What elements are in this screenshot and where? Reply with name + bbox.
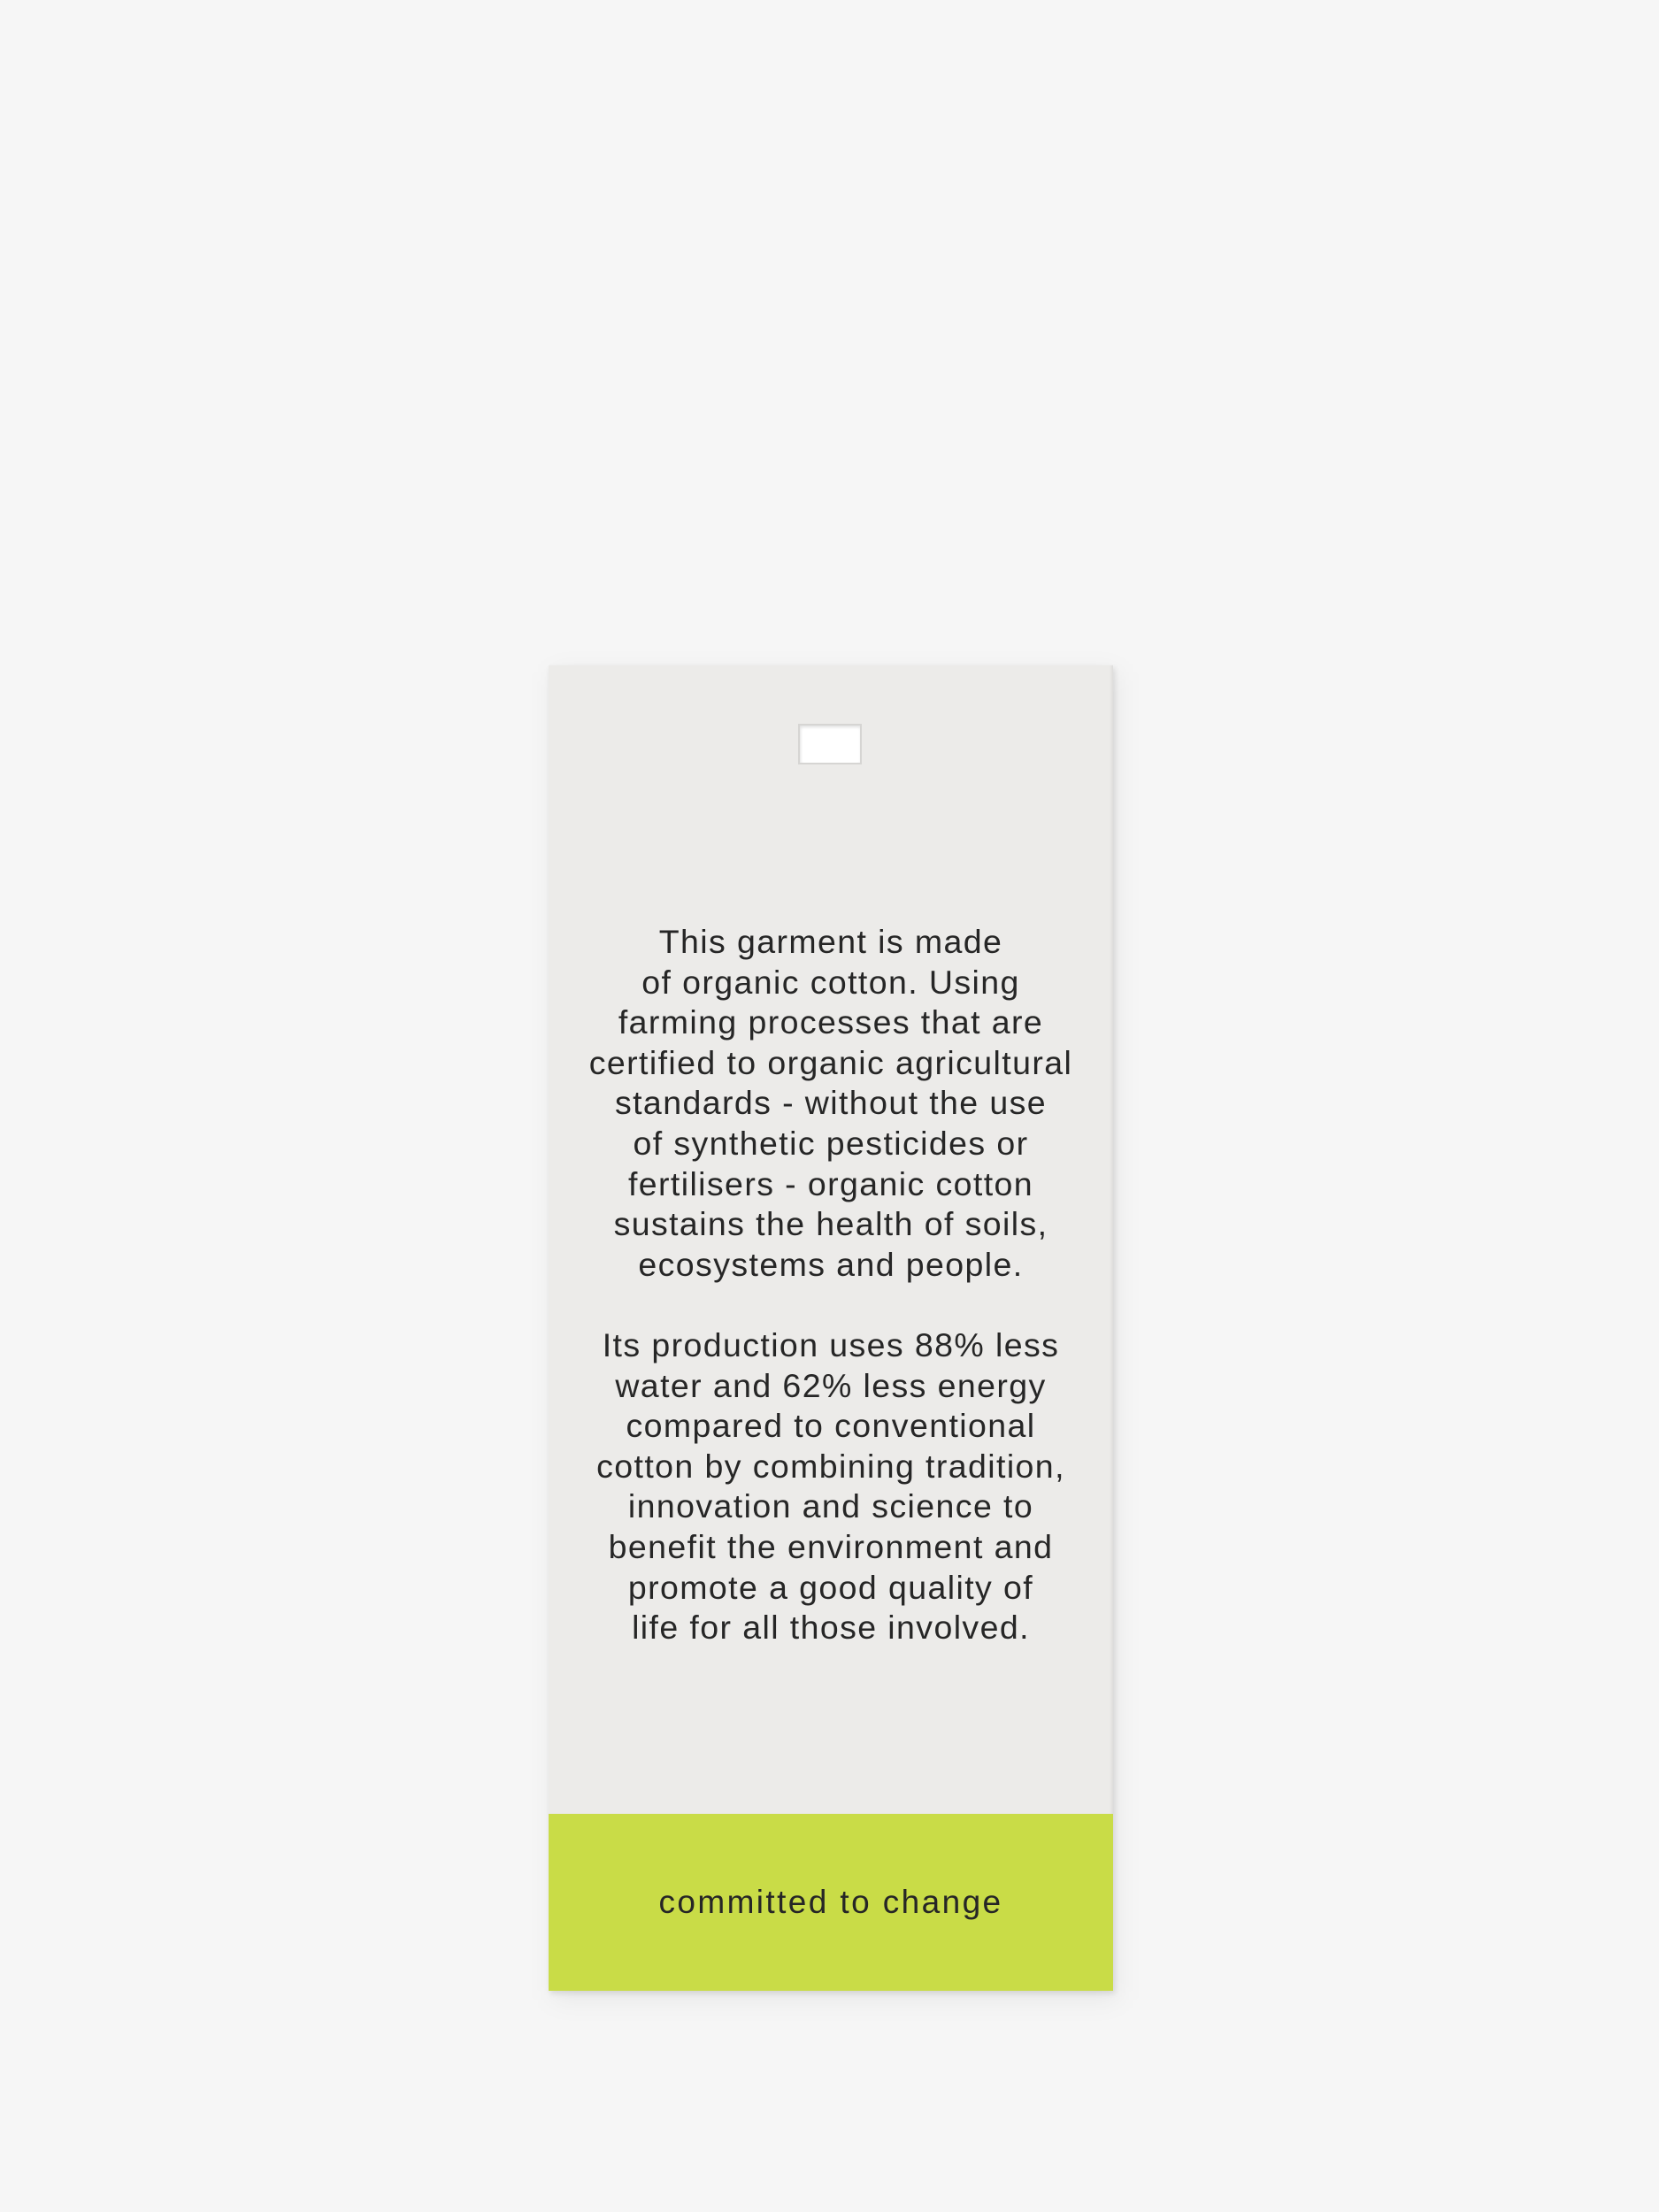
tag-footer-band [549, 1814, 1113, 1991]
tag-body-text [575, 922, 1087, 1648]
hang-hole [798, 724, 862, 764]
production-paragraph: Its production uses 88% less water and 62% less energy compared to conventional cotton by combining tradition, innovation and science to benefit the environment and promote a good quality of life for all those involved. [596, 1325, 1065, 1647]
hang-tag [549, 665, 1113, 1991]
organic-cotton-paragraph: This garment is made of organic cotton. Using farming processes that are certified to organic agricultural standards - without the use of synthetic pesticides or fertilisers - organic cotton sustains the health of soils, ecosystems and people. [588, 923, 1073, 1283]
tag-footer-text: committed to change [658, 1884, 1003, 1920]
tag-edge [1110, 665, 1113, 1991]
